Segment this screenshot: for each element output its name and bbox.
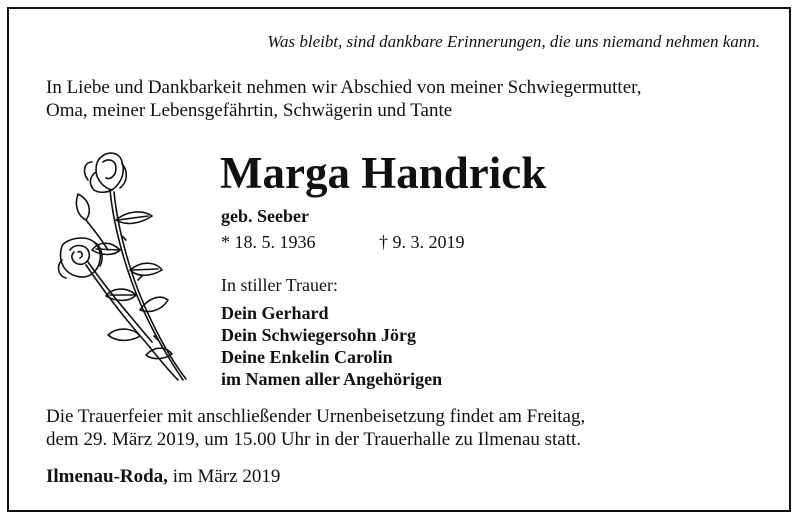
mourner-item: im Namen aller Angehörigen xyxy=(221,369,443,389)
intro-text xyxy=(46,76,766,122)
mourner-item: Dein Schwiegersohn Jörg xyxy=(221,325,416,345)
death-date: † 9. 3. 2019 xyxy=(379,232,465,252)
date: im März 2019 xyxy=(167,466,281,487)
service-line: dem 29. März 2019, um 15.00 Uhr in der Trauerhalle zu Ilmenau statt. xyxy=(46,429,582,450)
deceased-name: Marga Handrick xyxy=(220,148,547,198)
motto: Was bleibt, sind dankbare Erinnerungen, die uns niemand nehmen kann. xyxy=(267,32,760,51)
funeral-service-text xyxy=(46,405,585,451)
rose-icon xyxy=(48,150,193,385)
place: Ilmenau-Roda, xyxy=(46,466,168,487)
birth-name: geb. Seeber xyxy=(221,206,309,226)
mourner-item: Deine Enkelin Carolin xyxy=(221,347,393,367)
intro-line: Oma, meiner Lebensgefährtin, Schwägerin und Tante xyxy=(46,100,453,121)
intro-line: In Liebe und Dankbarkeit nehmen wir Abschied von meiner Schwiegermutter, xyxy=(46,77,642,98)
place-and-date xyxy=(46,466,280,488)
mourning-label: In stiller Trauer: xyxy=(221,275,338,295)
mourner-item: Dein Gerhard xyxy=(221,303,329,323)
birth-date: * 18. 5. 1936 xyxy=(221,232,316,252)
mourners-list xyxy=(221,302,442,390)
service-line: Die Trauerfeier mit anschließender Urnenbeisetzung findet am Freitag, xyxy=(46,406,586,427)
